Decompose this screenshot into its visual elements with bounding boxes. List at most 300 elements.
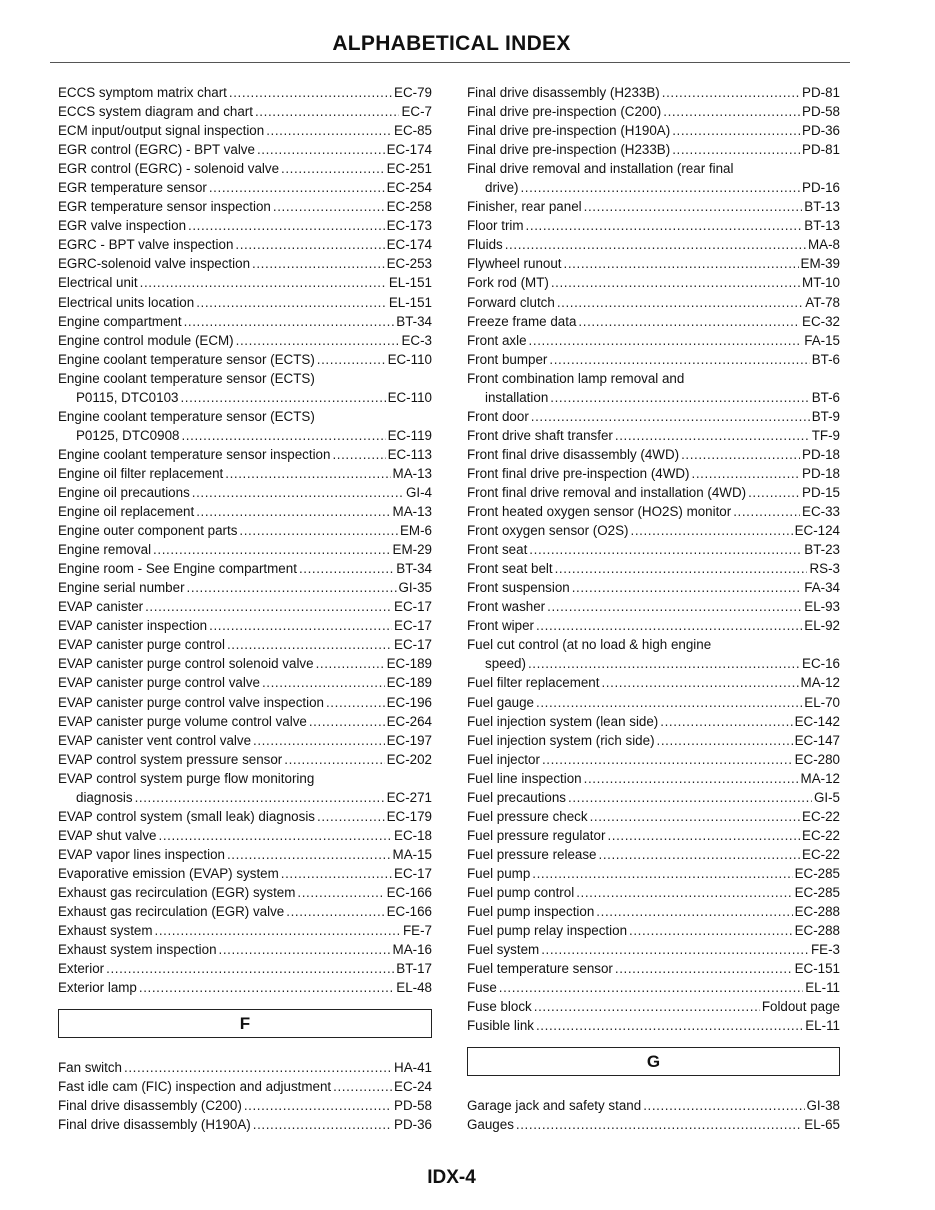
index-entry-topic: Fuel pressure regulator [467,827,606,843]
index-entry [58,178,432,197]
index-entry [467,369,840,388]
index-entry-topic: EVAP canister purge control valve inspection [58,694,324,710]
index-entry-topic: EGR control (EGRC) - BPT valve [58,142,255,158]
dot-leader [615,959,793,978]
dot-leader [555,559,808,578]
index-entry-topic: Fuel pressure check [467,808,588,824]
index-entry-page: GI-35 [398,580,432,596]
index-entry-page: EC-17 [394,618,432,634]
dot-leader [235,235,384,254]
dot-leader [520,178,800,197]
dot-leader [672,140,800,159]
index-entry [58,959,432,978]
index-entry-page: EC-17 [394,865,432,881]
index-entry-topic: EVAP canister purge control [58,637,225,653]
index-entry [58,197,432,216]
dot-leader [578,312,800,331]
index-entry-page: EC-189 [386,675,432,691]
dot-leader [229,83,392,102]
index-entry [58,254,432,273]
index-entry [58,140,432,159]
index-entry-topic: Exhaust gas recirculation (EGR) valve [58,904,285,920]
dot-leader [733,502,800,521]
index-entry-page: FE-3 [810,942,840,958]
index-entry-topic: Garage jack and safety stand [467,1098,642,1114]
index-entry-topic: Engine removal [58,542,152,558]
index-entry [467,997,840,1016]
index-entry [467,140,840,159]
index-entry [58,1077,432,1096]
dot-leader [236,331,400,350]
index-entry [58,578,432,597]
left-column [58,83,432,1134]
dot-leader [528,654,800,673]
index-entry [58,978,432,997]
index-entry [467,750,840,769]
index-entry [467,635,840,654]
index-entry-page: EC-271 [386,789,432,805]
index-entry-topic: EVAP control system purge flow monitoring [58,770,315,786]
index-entry-topic: Engine oil filter replacement [58,465,224,481]
index-entry-topic: P0115, DTC0103 [76,389,179,405]
index-entry-topic: Fuel injection system (lean side) [467,713,659,729]
index-entry-page: EC-17 [394,599,432,615]
index-entry-topic: EVAP canister purge control solenoid valve [58,656,314,672]
index-entry [467,216,840,235]
index-entry-topic: Engine coolant temperature sensor (ECTS) [58,351,315,367]
dot-leader [181,426,385,445]
index-entry-page: EC-3 [401,332,432,348]
dot-leader [257,140,385,159]
index-entry-topic: Exhaust system [58,923,153,939]
dot-leader [244,1096,392,1115]
index-entry [58,883,432,902]
index-entry-topic: Fuel line inspection [467,770,582,786]
index-entry-page: GI-38 [806,1098,840,1114]
index-entry [467,826,840,845]
index-entry [58,540,432,559]
index-entry [467,273,840,292]
index-entry-topic: speed) [485,656,526,672]
index-entry-page: EC-174 [386,142,432,158]
index-entry-page: EC-142 [794,713,840,729]
dot-leader [188,216,385,235]
index-entry [58,902,432,921]
index-entry-topic: Front final drive disassembly (4WD) [467,446,680,462]
index-entry [58,731,432,750]
index-entry-page: BT-9 [811,408,840,424]
index-entry-page: EL-65 [804,1117,840,1133]
index-entry [58,845,432,864]
index-entry-topic: EGRC-solenoid valve inspection [58,256,251,272]
index-entry-topic: Final drive pre-inspection (C200) [467,104,662,120]
index-entry [58,769,432,788]
index-entry-topic: Final drive disassembly (H190A) [58,1117,251,1133]
index-entry [467,1096,840,1115]
index-entry-topic: Fluids [467,237,503,253]
index-entry [467,293,840,312]
index-entry-topic: Fuse block [467,999,532,1015]
index-entry-topic: EVAP canister [58,599,144,615]
dot-leader [253,731,385,750]
index-entry [467,673,840,692]
index-entry-page: EL-11 [805,1018,840,1034]
index-entry [467,83,840,102]
index-entry [467,578,840,597]
index-entry [58,693,432,712]
dot-leader [180,388,385,407]
index-entry [467,445,840,464]
index-entry [467,883,840,902]
dot-leader [536,616,802,635]
index-entry [467,712,840,731]
index-entry-page: EC-196 [386,694,432,710]
index-entry [58,426,432,445]
dot-leader [255,102,400,121]
index-entry-page: MA-8 [808,237,840,253]
index-entry-topic: EGR valve inspection [58,218,187,234]
index-entry [467,102,840,121]
index-entry [467,978,840,997]
index-entry [58,407,432,426]
index-entry-page: BT-13 [804,218,840,234]
dot-leader [584,769,799,788]
index-entry-page: EC-253 [386,256,432,272]
index-entry [58,940,432,959]
index-entry [58,788,432,807]
index-entry [467,235,840,254]
dot-leader [631,521,793,540]
index-entry-page: EC-173 [386,218,432,234]
index-entry-topic: Engine coolant temperature sensor (ECTS) [58,408,315,424]
index-entry [58,1096,432,1115]
index-entry-page: EC-79 [394,85,432,100]
index-entry-page: RS-3 [809,561,840,577]
index-entry [467,807,840,826]
index-entry-page: EC-166 [386,884,432,900]
dot-leader [662,83,800,102]
index-entry [467,254,840,273]
index-entry-page: PD-15 [802,484,840,500]
dot-leader [692,464,801,483]
dot-leader [557,293,803,312]
index-entry [58,445,432,464]
index-entry-page: EC-110 [387,351,432,367]
index-entry-page: EC-288 [794,923,840,939]
dot-leader [140,273,387,292]
index-entry [467,350,840,369]
dot-leader [516,1115,802,1134]
index-entry-topic: Front washer [467,599,546,615]
index-entry-page: EC-22 [802,846,840,862]
index-entry-topic: EGR temperature sensor [58,180,207,196]
dot-leader [317,350,386,369]
index-entry [58,712,432,731]
index-entry-topic: Forward clutch [467,294,555,310]
index-entry [58,921,432,940]
index-entry-topic: EVAP canister vent control valve [58,732,252,748]
index-entry-page: EC-202 [386,751,432,767]
index-entry-topic: Front final drive removal and installation (4WD) [467,484,747,500]
dot-leader [309,712,385,731]
index-entry-page: BT-34 [396,561,432,577]
index-entry-topic: EVAP control system (small leak) diagnosis [58,808,315,824]
index-entry-page: MA-12 [800,770,840,786]
index-entry [58,293,432,312]
index-entry-page: PD-81 [802,142,840,158]
index-entry-topic: Electrical unit [58,275,138,291]
index-entry-topic: Front door [467,408,529,424]
index-entry-topic: Engine coolant temperature sensor (ECTS) [58,370,315,386]
dot-leader [541,940,809,959]
index-entry-page: PD-16 [802,180,840,196]
index-entry-page: PD-36 [394,1117,432,1133]
index-entry-page: EC-33 [802,504,840,520]
index-entry [467,559,840,578]
index-entry-topic: Exhaust gas recirculation (EGR) system [58,884,296,900]
index-entry-topic: Exterior lamp [58,980,137,996]
index-entry-topic: Engine compartment [58,313,182,329]
index-entry-page: PD-18 [802,465,840,481]
dot-leader [252,254,385,273]
dot-leader [531,407,810,426]
index-entry [467,769,840,788]
left-entries-b [58,1058,432,1134]
index-entry-topic: Final drive removal and installation (rear final [467,161,734,177]
index-entry [58,521,432,540]
index-entry-topic: EGR temperature sensor inspection [58,199,271,215]
index-entry-page: HA-41 [394,1060,432,1076]
index-entry-topic: EVAP canister purge volume control valve [58,713,307,729]
index-entry-page: EC-280 [794,751,840,767]
index-entry-topic: Fuel pump relay inspection [467,923,628,939]
index-entry-topic: diagnosis [76,789,133,805]
page-number: IDX-4 [427,1167,476,1188]
index-entry-page: TF-9 [811,427,840,443]
dot-leader [547,597,802,616]
index-entry-topic: Front heated oxygen sensor (HO2S) monitor [467,504,732,520]
dot-leader [536,693,802,712]
index-entry-page: EC-174 [386,237,432,253]
dot-leader [159,826,393,845]
index-entry-topic: EGRC - BPT valve inspection [58,237,234,253]
index-entry-topic: Engine serial number [58,580,185,596]
dot-leader [145,597,392,616]
index-entry-page: EM-39 [800,256,840,272]
dot-leader [505,235,806,254]
index-entry [467,597,840,616]
index-entry-page: EC-113 [387,446,432,462]
index-entry-topic: Final drive disassembly (H233B) [467,85,660,100]
dot-leader [266,121,392,140]
index-entry-page: BT-17 [396,961,432,977]
index-entry-page: MA-15 [392,846,432,862]
index-entry [58,216,432,235]
dot-leader [564,254,799,273]
index-entry-topic: Gauges [467,1117,514,1133]
dot-leader [551,273,800,292]
index-entry [58,864,432,883]
index-entry-page: EC-285 [794,865,840,881]
index-entry-page: BT-13 [804,199,840,215]
dot-leader [584,197,803,216]
index-entry-topic: P0125, DTC0908 [76,427,180,443]
dot-leader [184,312,395,331]
index-entry-page: EC-285 [794,884,840,900]
index-entry [467,197,840,216]
index-entry [58,350,432,369]
right-column [467,83,840,1134]
index-entry-topic: Finisher, rear panel [467,199,582,215]
index-entry-topic: Exhaust system inspection [58,942,217,958]
index-entry-topic: Front suspension [467,580,570,596]
index-entry-page: EC-32 [802,313,840,329]
index-entry [467,731,840,750]
index-entry-topic: EVAP vapor lines inspection [58,846,225,862]
index-entry-topic: EVAP canister purge control valve [58,675,260,691]
index-entry-topic: Front seat [467,542,528,558]
index-entry-topic: Exterior [58,961,105,977]
index-entry-topic: Front combination lamp removal and [467,370,685,386]
index-entry [58,635,432,654]
dot-leader [297,883,384,902]
index-entry [467,178,840,197]
index-entry-page: EL-93 [804,599,840,615]
index-entry-page: EC-197 [386,732,432,748]
index-entry [467,388,840,407]
index-entry-page: EC-147 [794,732,840,748]
index-entry-page: EC-7 [401,104,432,120]
index-entry-topic: Evaporative emission (EVAP) system [58,865,279,881]
dot-leader [209,616,392,635]
index-entry [467,1115,840,1134]
index-entry-page: BT-6 [811,389,840,405]
dot-leader [106,959,394,978]
dot-leader [615,426,810,445]
index-entry-topic: ECCS symptom matrix chart [58,85,227,100]
dot-leader [534,997,760,1016]
dot-leader [281,864,392,883]
index-entry-topic: Electrical units location [58,294,195,310]
index-entry-page: PD-36 [802,123,840,139]
index-entry-page: EC-22 [802,808,840,824]
index-entry [467,426,840,445]
index-entry [58,464,432,483]
index-entry-topic: Fuel pump control [467,884,575,900]
dot-leader [499,978,803,997]
index-entry-topic: Fuel injection system (rich side) [467,732,655,748]
index-entry-topic: Fuel cut control (at no load & high engine [467,637,712,653]
index-entry-page: EL-151 [388,275,432,291]
index-entry-page: Foldout page [761,999,840,1015]
index-entry-topic: Fuel pump inspection [467,904,595,920]
dot-leader [681,445,800,464]
index-entry [58,273,432,292]
index-entry-page: EC-288 [794,904,840,920]
index-entry-page: EC-258 [386,199,432,215]
index-entry-topic: Fuel precautions [467,789,566,805]
right-entries-b [467,1096,840,1134]
index-entry-topic: Fuel gauge [467,694,535,710]
index-entry [58,807,432,826]
dot-leader [748,483,800,502]
dot-leader [192,483,404,502]
index-entry-page: EC-179 [386,808,432,824]
index-entry-topic: ECM input/output signal inspection [58,123,265,139]
section-header-f: F [58,1009,432,1038]
index-entry [58,83,432,102]
index-entry-page: PD-58 [394,1098,432,1114]
index-entry [467,502,840,521]
index-entry-page: EC-124 [794,523,840,539]
dot-leader [332,445,385,464]
index-entry-topic: EVAP shut valve [58,827,157,843]
index-entry-topic: Flywheel runout [467,256,562,272]
index-entry-page: FA-34 [804,580,840,596]
dot-leader [643,1096,804,1115]
index-entry-topic: Front drive shaft transfer [467,427,613,443]
dot-leader [657,731,793,750]
index-entry-page: EC-24 [394,1079,432,1095]
index-entry [58,1115,432,1134]
index-entry-topic: EVAP control system pressure sensor [58,751,283,767]
index-entry-page: EC-264 [386,713,432,729]
right-entries-a [467,83,840,1035]
index-entry-topic: Final drive pre-inspection (H190A) [467,123,671,139]
index-entry-topic: Front oxygen sensor (O2S) [467,523,629,539]
index-entry-page: EC-22 [802,827,840,843]
dot-leader [124,1058,392,1077]
dot-leader [629,921,793,940]
index-entry-page: EC-254 [386,180,432,196]
index-entry [58,750,432,769]
index-entry [467,959,840,978]
index-entry-page: MA-13 [392,465,432,481]
index-entry-page: EM-6 [400,523,432,539]
dot-leader [549,350,809,369]
dot-leader [273,197,385,216]
index-entry [58,597,432,616]
dot-leader [239,521,398,540]
index-entry-page: EL-151 [388,294,432,310]
index-entry-page: MA-13 [392,504,432,520]
index-entry-page: BT-34 [396,313,432,329]
index-entry-topic: Engine outer component parts [58,523,238,539]
index-entry-topic: Final drive pre-inspection (H233B) [467,142,671,158]
dot-leader [281,159,385,178]
dot-leader [596,902,792,921]
index-entry-page: MA-12 [800,675,840,691]
dot-leader [672,121,800,140]
dot-leader [333,1077,392,1096]
index-entry [58,235,432,254]
index-entry [467,864,840,883]
index-entry [467,902,840,921]
index-entry-page: GI-5 [813,789,840,805]
index-entry-topic: Fast idle cam (FIC) inspection and adjustment [58,1079,332,1095]
index-entry-page: FA-15 [804,332,840,348]
dot-leader [599,845,801,864]
index-entry [58,159,432,178]
index-entry-topic: Floor trim [467,218,524,234]
index-entry-page: PD-58 [802,104,840,120]
index-entry-topic: Front seat belt [467,561,553,577]
index-entry [58,312,432,331]
index-entry [467,616,840,635]
index-entry-page: EC-166 [386,904,432,920]
index-entry [467,788,840,807]
dot-leader [139,978,394,997]
